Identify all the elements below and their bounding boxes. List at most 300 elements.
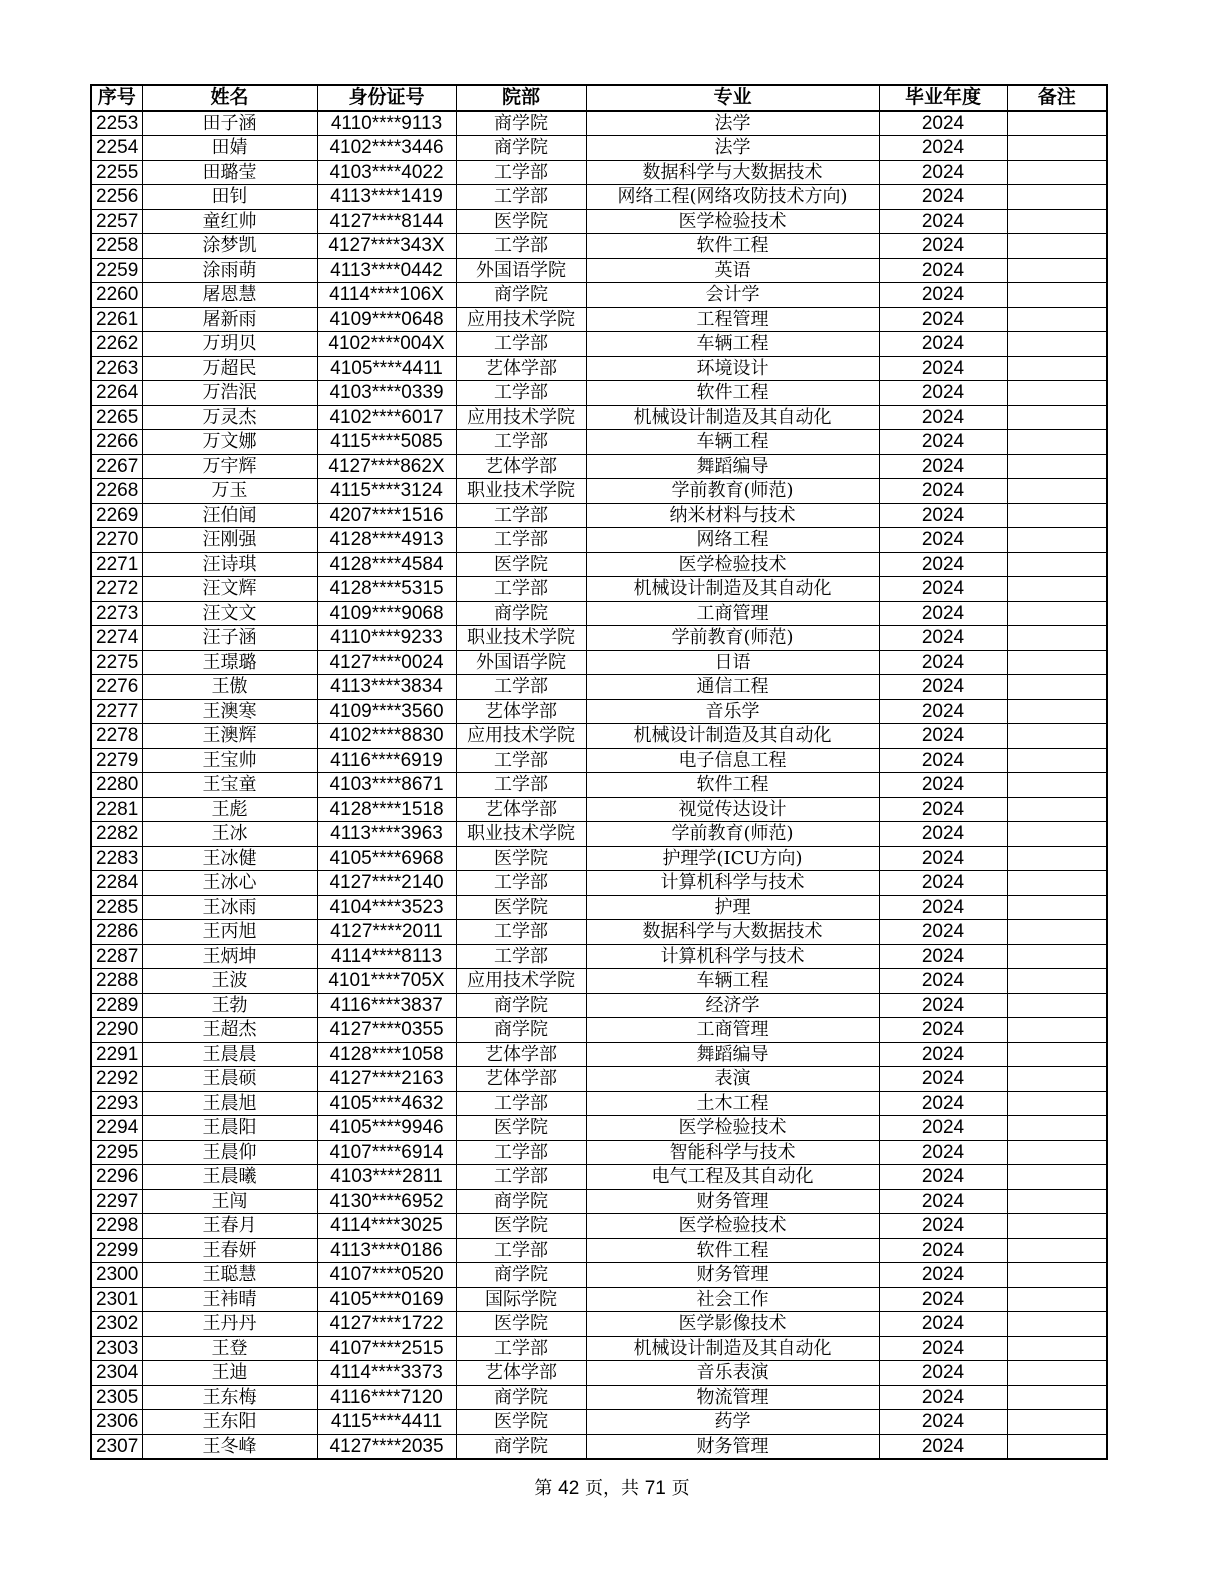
- table-row: [91, 601, 1107, 626]
- cell-graduation-year: 2024: [879, 650, 1007, 675]
- cell-department: 艺体学部: [456, 797, 586, 822]
- cell-major: 医学检验技术: [586, 552, 879, 577]
- cell-id-number: 4109****3560: [317, 699, 456, 724]
- table-row: [91, 1287, 1107, 1312]
- cell-graduation-year: 2024: [879, 822, 1007, 847]
- cell-name: 万浩泯: [142, 381, 317, 406]
- cell-department: 医学院: [456, 1410, 586, 1435]
- cell-name: 王丙旭: [142, 920, 317, 945]
- cell-major: 车辆工程: [586, 430, 879, 455]
- cell-department: 工学部: [456, 944, 586, 969]
- cell-name: 王晨晨: [142, 1042, 317, 1067]
- table-row: [91, 773, 1107, 798]
- cell-seq: 2271: [91, 552, 142, 577]
- cell-seq: 2283: [91, 846, 142, 871]
- cell-major: 表演: [586, 1067, 879, 1092]
- cell-department: 工学部: [456, 748, 586, 773]
- cell-major: 软件工程: [586, 381, 879, 406]
- cell-graduation-year: 2024: [879, 748, 1007, 773]
- cell-graduation-year: 2024: [879, 111, 1007, 136]
- cell-graduation-year: 2024: [879, 1189, 1007, 1214]
- cell-major: 工商管理: [586, 1018, 879, 1043]
- cell-major: 舞蹈编导: [586, 454, 879, 479]
- cell-seq: 2296: [91, 1165, 142, 1190]
- cell-seq: 2278: [91, 724, 142, 749]
- cell-graduation-year: 2024: [879, 381, 1007, 406]
- cell-graduation-year: 2024: [879, 160, 1007, 185]
- cell-major: 纳米材料与技术: [586, 503, 879, 528]
- cell-major: 视觉传达设计: [586, 797, 879, 822]
- table-row: [91, 136, 1107, 161]
- cell-name: 王丹丹: [142, 1312, 317, 1337]
- cell-name: 涂雨萌: [142, 258, 317, 283]
- cell-seq: 2306: [91, 1410, 142, 1435]
- table-row: [91, 307, 1107, 332]
- cell-department: 工学部: [456, 332, 586, 357]
- cell-major: 法学: [586, 111, 879, 136]
- table-body: [91, 111, 1107, 1460]
- cell-id-number: 4115****3124: [317, 479, 456, 504]
- footer-mid: 页，共: [585, 1478, 639, 1499]
- cell-department: 工学部: [456, 160, 586, 185]
- table-row: [91, 724, 1107, 749]
- cell-major: 通信工程: [586, 675, 879, 700]
- cell-major: 软件工程: [586, 234, 879, 259]
- cell-department: 艺体学部: [456, 1067, 586, 1092]
- cell-department: 应用技术学院: [456, 405, 586, 430]
- cell-graduation-year: 2024: [879, 136, 1007, 161]
- cell-name: 王东梅: [142, 1385, 317, 1410]
- cell-seq: 2303: [91, 1336, 142, 1361]
- cell-graduation-year: 2024: [879, 332, 1007, 357]
- cell-name: 田钊: [142, 185, 317, 210]
- table-row: [91, 528, 1107, 553]
- cell-graduation-year: 2024: [879, 1410, 1007, 1435]
- cell-remarks: [1007, 1214, 1107, 1239]
- cell-department: 商学院: [456, 1263, 586, 1288]
- table-row: [91, 920, 1107, 945]
- table-row: [91, 577, 1107, 602]
- cell-major: 日语: [586, 650, 879, 675]
- cell-department: 医学院: [456, 1312, 586, 1337]
- cell-seq: 2277: [91, 699, 142, 724]
- cell-department: 工学部: [456, 1336, 586, 1361]
- cell-seq: 2254: [91, 136, 142, 161]
- cell-seq: 2298: [91, 1214, 142, 1239]
- cell-remarks: [1007, 356, 1107, 381]
- cell-graduation-year: 2024: [879, 1238, 1007, 1263]
- cell-remarks: [1007, 993, 1107, 1018]
- cell-remarks: [1007, 601, 1107, 626]
- cell-department: 医学院: [456, 1214, 586, 1239]
- cell-name: 王冰: [142, 822, 317, 847]
- cell-remarks: [1007, 724, 1107, 749]
- cell-department: 商学院: [456, 136, 586, 161]
- cell-id-number: 4103****4022: [317, 160, 456, 185]
- cell-remarks: [1007, 822, 1107, 847]
- cell-id-number: 4102****8830: [317, 724, 456, 749]
- cell-major: 医学影像技术: [586, 1312, 879, 1337]
- cell-seq: 2264: [91, 381, 142, 406]
- cell-id-number: 4102****3446: [317, 136, 456, 161]
- cell-department: 外国语学院: [456, 650, 586, 675]
- cell-seq: 2300: [91, 1263, 142, 1288]
- cell-remarks: [1007, 503, 1107, 528]
- cell-remarks: [1007, 1312, 1107, 1337]
- cell-department: 工学部: [456, 1140, 586, 1165]
- cell-department: 艺体学部: [456, 356, 586, 381]
- cell-graduation-year: 2024: [879, 479, 1007, 504]
- cell-id-number: 4102****004X: [317, 332, 456, 357]
- cell-major: 软件工程: [586, 773, 879, 798]
- cell-id-number: 4127****862X: [317, 454, 456, 479]
- cell-remarks: [1007, 1018, 1107, 1043]
- cell-remarks: [1007, 1336, 1107, 1361]
- cell-department: 职业技术学院: [456, 479, 586, 504]
- table-row: [91, 846, 1107, 871]
- cell-graduation-year: 2024: [879, 234, 1007, 259]
- cell-department: 工学部: [456, 185, 586, 210]
- table-row: [91, 1312, 1107, 1337]
- cell-id-number: 4127****8144: [317, 209, 456, 234]
- cell-department: 艺体学部: [456, 1042, 586, 1067]
- cell-graduation-year: 2024: [879, 307, 1007, 332]
- cell-seq: 2301: [91, 1287, 142, 1312]
- cell-id-number: 4102****6017: [317, 405, 456, 430]
- cell-department: 工学部: [456, 675, 586, 700]
- cell-remarks: [1007, 234, 1107, 259]
- cell-major: 机械设计制造及其自动化: [586, 1336, 879, 1361]
- cell-id-number: 4128****1058: [317, 1042, 456, 1067]
- cell-remarks: [1007, 405, 1107, 430]
- cell-id-number: 4127****0355: [317, 1018, 456, 1043]
- cell-major: 工商管理: [586, 601, 879, 626]
- cell-id-number: 4116****7120: [317, 1385, 456, 1410]
- cell-department: 职业技术学院: [456, 626, 586, 651]
- cell-name: 王澳辉: [142, 724, 317, 749]
- cell-graduation-year: 2024: [879, 503, 1007, 528]
- cell-name: 王炳坤: [142, 944, 317, 969]
- cell-graduation-year: 2024: [879, 1287, 1007, 1312]
- cell-name: 王冰健: [142, 846, 317, 871]
- cell-remarks: [1007, 1091, 1107, 1116]
- cell-id-number: 4113****3963: [317, 822, 456, 847]
- cell-seq: 2261: [91, 307, 142, 332]
- cell-seq: 2281: [91, 797, 142, 822]
- cell-graduation-year: 2024: [879, 528, 1007, 553]
- cell-name: 王登: [142, 1336, 317, 1361]
- cell-remarks: [1007, 944, 1107, 969]
- table-row: [91, 1091, 1107, 1116]
- cell-graduation-year: 2024: [879, 675, 1007, 700]
- cell-remarks: [1007, 430, 1107, 455]
- cell-graduation-year: 2024: [879, 1091, 1007, 1116]
- cell-id-number: 4103****0339: [317, 381, 456, 406]
- cell-name: 王晨阳: [142, 1116, 317, 1141]
- cell-id-number: 4107****0520: [317, 1263, 456, 1288]
- cell-name: 王晨旭: [142, 1091, 317, 1116]
- cell-name: 万玥贝: [142, 332, 317, 357]
- cell-name: 王晨曦: [142, 1165, 317, 1190]
- cell-remarks: [1007, 699, 1107, 724]
- table-row: [91, 699, 1107, 724]
- cell-seq: 2290: [91, 1018, 142, 1043]
- cell-seq: 2297: [91, 1189, 142, 1214]
- cell-major: 医学检验技术: [586, 1116, 879, 1141]
- cell-seq: 2272: [91, 577, 142, 602]
- cell-remarks: [1007, 111, 1107, 136]
- cell-name: 汪子涵: [142, 626, 317, 651]
- cell-seq: 2263: [91, 356, 142, 381]
- cell-major: 舞蹈编导: [586, 1042, 879, 1067]
- header-major: 专业: [586, 85, 879, 111]
- cell-name: 王宝帅: [142, 748, 317, 773]
- table-row: [91, 1042, 1107, 1067]
- table-row: [91, 944, 1107, 969]
- cell-major: 药学: [586, 1410, 879, 1435]
- cell-department: 医学院: [456, 552, 586, 577]
- cell-seq: 2304: [91, 1361, 142, 1386]
- cell-major: 软件工程: [586, 1238, 879, 1263]
- cell-id-number: 4116****6919: [317, 748, 456, 773]
- table-row: [91, 234, 1107, 259]
- cell-graduation-year: 2024: [879, 1336, 1007, 1361]
- cell-graduation-year: 2024: [879, 626, 1007, 651]
- header-seq: 序号: [91, 85, 142, 111]
- cell-major: 经济学: [586, 993, 879, 1018]
- cell-graduation-year: 2024: [879, 552, 1007, 577]
- cell-remarks: [1007, 1385, 1107, 1410]
- cell-seq: 2293: [91, 1091, 142, 1116]
- cell-department: 工学部: [456, 1165, 586, 1190]
- cell-seq: 2259: [91, 258, 142, 283]
- cell-name: 王澳寒: [142, 699, 317, 724]
- cell-name: 王聪慧: [142, 1263, 317, 1288]
- cell-seq: 2268: [91, 479, 142, 504]
- footer-suffix: 页: [671, 1478, 690, 1499]
- header-name: 姓名: [142, 85, 317, 111]
- cell-id-number: 4105****9946: [317, 1116, 456, 1141]
- cell-seq: 2255: [91, 160, 142, 185]
- cell-department: 商学院: [456, 283, 586, 308]
- table-row: [91, 1410, 1107, 1435]
- cell-major: 网络工程: [586, 528, 879, 553]
- cell-seq: 2273: [91, 601, 142, 626]
- cell-department: 艺体学部: [456, 1361, 586, 1386]
- cell-remarks: [1007, 332, 1107, 357]
- cell-name: 屠恩慧: [142, 283, 317, 308]
- cell-seq: 2275: [91, 650, 142, 675]
- cell-department: 工学部: [456, 1238, 586, 1263]
- cell-remarks: [1007, 895, 1107, 920]
- cell-seq: 2258: [91, 234, 142, 259]
- cell-remarks: [1007, 920, 1107, 945]
- cell-seq: 2288: [91, 969, 142, 994]
- cell-seq: 2289: [91, 993, 142, 1018]
- cell-major: 环境设计: [586, 356, 879, 381]
- cell-remarks: [1007, 1165, 1107, 1190]
- cell-seq: 2291: [91, 1042, 142, 1067]
- cell-seq: 2266: [91, 430, 142, 455]
- cell-major: 护理学(ICU方向): [586, 846, 879, 871]
- cell-id-number: 4127****343X: [317, 234, 456, 259]
- table-row: [91, 1189, 1107, 1214]
- cell-department: 工学部: [456, 234, 586, 259]
- cell-seq: 2279: [91, 748, 142, 773]
- cell-name: 王闯: [142, 1189, 317, 1214]
- cell-name: 王迪: [142, 1361, 317, 1386]
- cell-major: 会计学: [586, 283, 879, 308]
- cell-name: 汪刚强: [142, 528, 317, 553]
- table-row: [91, 430, 1107, 455]
- cell-graduation-year: 2024: [879, 797, 1007, 822]
- header-id-number: 身份证号: [317, 85, 456, 111]
- cell-seq: 2285: [91, 895, 142, 920]
- cell-remarks: [1007, 846, 1107, 871]
- cell-name: 王冰雨: [142, 895, 317, 920]
- cell-graduation-year: 2024: [879, 699, 1007, 724]
- cell-seq: 2287: [91, 944, 142, 969]
- cell-remarks: [1007, 381, 1107, 406]
- cell-seq: 2269: [91, 503, 142, 528]
- table-row: [91, 552, 1107, 577]
- cell-name: 王傲: [142, 675, 317, 700]
- footer-total-pages: 71: [644, 1478, 666, 1499]
- cell-graduation-year: 2024: [879, 1434, 1007, 1459]
- cell-graduation-year: 2024: [879, 454, 1007, 479]
- cell-graduation-year: 2024: [879, 209, 1007, 234]
- cell-id-number: 4127****0024: [317, 650, 456, 675]
- cell-remarks: [1007, 136, 1107, 161]
- cell-graduation-year: 2024: [879, 258, 1007, 283]
- graduate-list-table: [90, 84, 1108, 1460]
- cell-name: 汪文文: [142, 601, 317, 626]
- cell-name: 王东阳: [142, 1410, 317, 1435]
- cell-remarks: [1007, 258, 1107, 283]
- cell-major: 网络工程(网络攻防技术方向): [586, 185, 879, 210]
- cell-seq: 2295: [91, 1140, 142, 1165]
- cell-id-number: 4103****2811: [317, 1165, 456, 1190]
- cell-department: 工学部: [456, 577, 586, 602]
- cell-name: 王春妍: [142, 1238, 317, 1263]
- cell-graduation-year: 2024: [879, 724, 1007, 749]
- cell-graduation-year: 2024: [879, 871, 1007, 896]
- cell-remarks: [1007, 1263, 1107, 1288]
- cell-name: 田璐莹: [142, 160, 317, 185]
- table-row: [91, 1434, 1107, 1459]
- cell-name: 万玉: [142, 479, 317, 504]
- cell-seq: 2280: [91, 773, 142, 798]
- cell-graduation-year: 2024: [879, 1361, 1007, 1386]
- cell-id-number: 4114****8113: [317, 944, 456, 969]
- cell-id-number: 4115****4411: [317, 1410, 456, 1435]
- cell-graduation-year: 2024: [879, 895, 1007, 920]
- cell-major: 车辆工程: [586, 332, 879, 357]
- cell-id-number: 4127****2011: [317, 920, 456, 945]
- cell-seq: 2294: [91, 1116, 142, 1141]
- cell-major: 机械设计制造及其自动化: [586, 724, 879, 749]
- footer-page-number: 42: [558, 1478, 580, 1499]
- table-row: [91, 1140, 1107, 1165]
- cell-remarks: [1007, 797, 1107, 822]
- cell-id-number: 4128****1518: [317, 797, 456, 822]
- table-row: [91, 454, 1107, 479]
- cell-department: 商学院: [456, 601, 586, 626]
- cell-graduation-year: 2024: [879, 405, 1007, 430]
- cell-name: 王宝童: [142, 773, 317, 798]
- cell-remarks: [1007, 185, 1107, 210]
- table-row: [91, 871, 1107, 896]
- table-row: [91, 356, 1107, 381]
- footer-prefix: 第: [534, 1478, 553, 1499]
- cell-name: 王超杰: [142, 1018, 317, 1043]
- cell-department: 工学部: [456, 528, 586, 553]
- table-row: [91, 1238, 1107, 1263]
- cell-graduation-year: 2024: [879, 920, 1007, 945]
- cell-remarks: [1007, 454, 1107, 479]
- cell-name: 王袆晴: [142, 1287, 317, 1312]
- cell-graduation-year: 2024: [879, 1385, 1007, 1410]
- cell-major: 护理: [586, 895, 879, 920]
- table-row: [91, 1067, 1107, 1092]
- table-row: [91, 258, 1107, 283]
- table-row: [91, 993, 1107, 1018]
- cell-department: 应用技术学院: [456, 307, 586, 332]
- cell-major: 智能科学与技术: [586, 1140, 879, 1165]
- cell-seq: 2253: [91, 111, 142, 136]
- cell-remarks: [1007, 1140, 1107, 1165]
- cell-seq: 2292: [91, 1067, 142, 1092]
- cell-seq: 2286: [91, 920, 142, 945]
- table-row: [91, 822, 1107, 847]
- cell-major: 学前教育(师范): [586, 479, 879, 504]
- cell-major: 计算机科学与技术: [586, 944, 879, 969]
- cell-department: 工学部: [456, 920, 586, 945]
- table-header-row: [91, 85, 1107, 111]
- cell-major: 音乐学: [586, 699, 879, 724]
- cell-major: 机械设计制造及其自动化: [586, 577, 879, 602]
- cell-department: 职业技术学院: [456, 822, 586, 847]
- cell-major: 财务管理: [586, 1434, 879, 1459]
- cell-name: 汪伯闻: [142, 503, 317, 528]
- cell-graduation-year: 2024: [879, 1214, 1007, 1239]
- cell-remarks: [1007, 160, 1107, 185]
- cell-graduation-year: 2024: [879, 1140, 1007, 1165]
- table-row: [91, 895, 1107, 920]
- cell-id-number: 4114****3025: [317, 1214, 456, 1239]
- cell-remarks: [1007, 650, 1107, 675]
- table-row: [91, 185, 1107, 210]
- cell-department: 工学部: [456, 381, 586, 406]
- table-row: [91, 650, 1107, 675]
- cell-major: 电气工程及其自动化: [586, 1165, 879, 1190]
- cell-name: 汪诗琪: [142, 552, 317, 577]
- cell-id-number: 4103****8671: [317, 773, 456, 798]
- cell-remarks: [1007, 871, 1107, 896]
- cell-seq: 2256: [91, 185, 142, 210]
- cell-id-number: 4113****0442: [317, 258, 456, 283]
- table-row: [91, 1361, 1107, 1386]
- cell-graduation-year: 2024: [879, 601, 1007, 626]
- cell-graduation-year: 2024: [879, 577, 1007, 602]
- cell-id-number: 4127****2163: [317, 1067, 456, 1092]
- cell-department: 商学院: [456, 1434, 586, 1459]
- cell-seq: 2282: [91, 822, 142, 847]
- cell-id-number: 4128****5315: [317, 577, 456, 602]
- cell-graduation-year: 2024: [879, 944, 1007, 969]
- cell-remarks: [1007, 748, 1107, 773]
- cell-graduation-year: 2024: [879, 1116, 1007, 1141]
